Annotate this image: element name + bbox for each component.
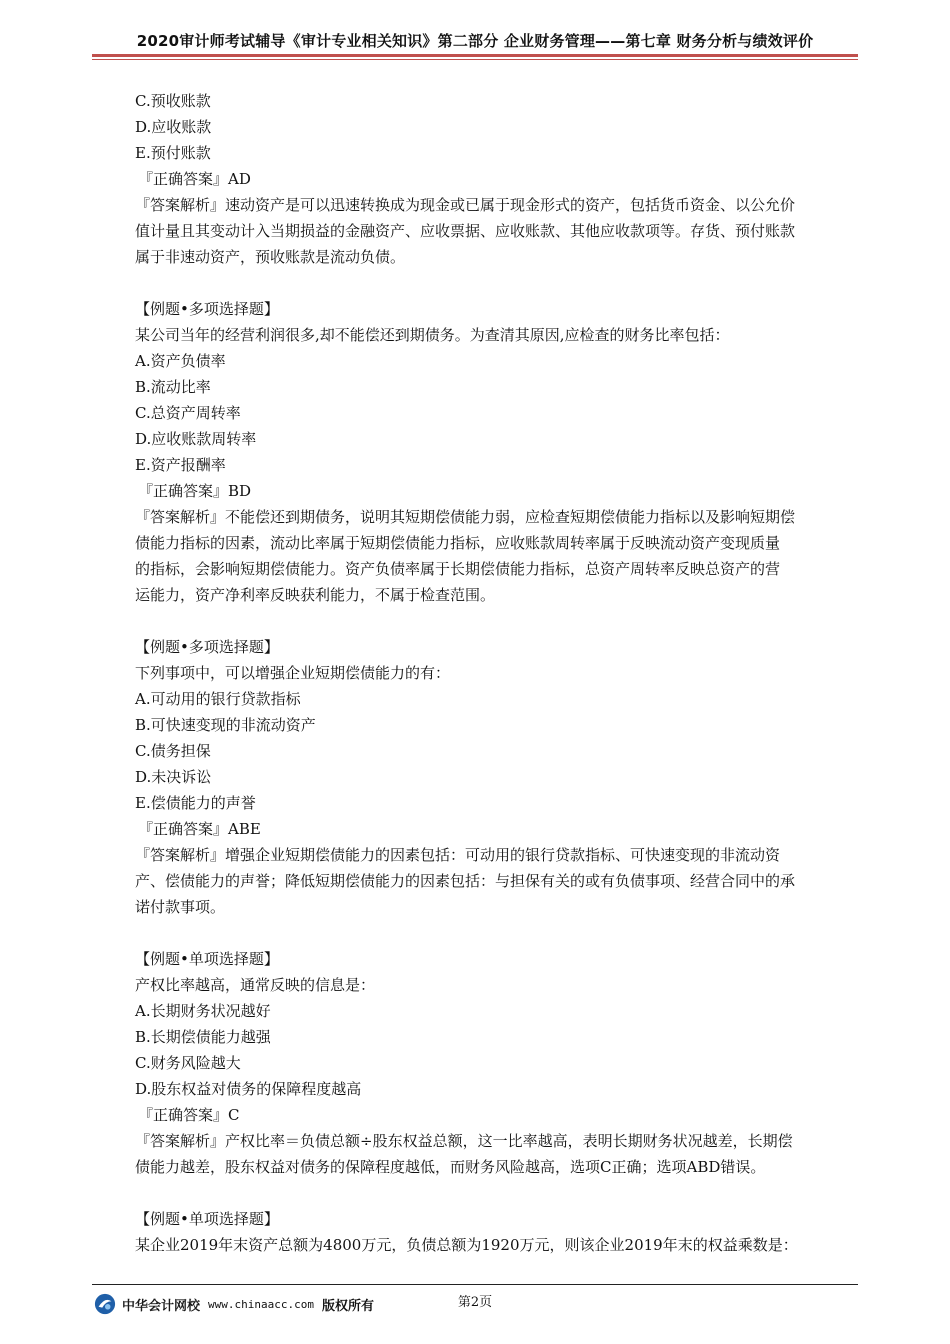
option-line: A.资产负债率: [135, 352, 226, 370]
analysis-line: 债能力越差，股东权益对债务的保障程度越低，而财务风险越高，选项C正确；选项ABD错误。: [135, 1158, 766, 1176]
option-line: D.未决诉讼: [135, 768, 212, 786]
option-line: C.债务担保: [135, 742, 211, 760]
question-heading: 【例题•多项选择题】: [135, 300, 279, 318]
option-line: E.资产报酬率: [135, 456, 226, 474]
analysis-line: 运能力，资产净利率反映获利能力，不属于检查范围。: [135, 586, 496, 604]
option-line: E.偿债能力的声誉: [135, 794, 256, 812]
question-heading: 【例题•多项选择题】: [135, 638, 279, 656]
page-header-title: 2020审计师考试辅导《审计专业相关知识》第二部分 企业财务管理——第七章 财务分析与绩效评价: [136, 32, 814, 50]
option-line: A.长期财务状况越好: [135, 1002, 271, 1020]
footer-brand-name: 中华会计网校: [122, 1298, 201, 1314]
analysis-line: 『答案解析』产权比率＝负债总额÷股东权益总额，这一比率越高，表明长期财务状况越差，长期偿: [135, 1132, 793, 1150]
analysis-line: 『答案解析』速动资产是可以迅速转换成为现金或已属于现金形式的资产，包括货币资金、以公允价: [135, 196, 796, 214]
question-stem: 产权比率越高，通常反映的信息是：: [135, 976, 376, 994]
header-rule-thin: [92, 59, 858, 60]
analysis-line: 『答案解析』不能偿还到期债务，说明其短期偿债能力弱，应检查短期偿债能力指标以及影响短期偿: [135, 508, 796, 526]
option-line: A.可动用的银行贷款指标: [135, 690, 301, 708]
option-line: B.流动比率: [135, 378, 211, 396]
analysis-line: 产、偿债能力的声誉；降低短期偿债能力的因素包括：与担保有关的或有负债事项、经营合同中的承: [135, 872, 796, 890]
page-number: 第2页: [457, 1295, 493, 1310]
question-stem: 下列事项中，可以增强企业短期偿债能力的有：: [135, 664, 451, 682]
header-rule-thick: [92, 54, 858, 57]
analysis-line: 诺付款事项。: [135, 898, 226, 916]
option-line: D.应收账款周转率: [135, 430, 257, 448]
analysis-line: 『答案解析』增强企业短期偿债能力的因素包括：可动用的银行贷款指标、可快速变现的非流动资: [135, 846, 781, 864]
option-line: D.股东权益对债务的保障程度越高: [135, 1080, 362, 1098]
option-line: E.预付账款: [135, 144, 211, 162]
question-heading: 【例题•单项选择题】: [135, 950, 279, 968]
option-line: B.长期偿债能力越强: [135, 1028, 271, 1046]
footer-url[interactable]: www.chinaacc.com: [208, 1297, 314, 1311]
footer-rule: [92, 1284, 858, 1285]
option-line: C.财务风险越大: [135, 1054, 241, 1072]
analysis-line: 属于非速动资产，预收账款是流动负债。: [135, 248, 406, 266]
option-line: D.应收账款: [135, 118, 212, 136]
correct-answer: 『正确答案』ABE: [138, 820, 261, 838]
question-stem: 某企业2019年末资产总额为4800万元，负债总额为1920万元，则该企业2019年末的权益乘数是：: [135, 1236, 798, 1254]
correct-answer: 『正确答案』BD: [138, 482, 252, 500]
correct-answer: 『正确答案』AD: [138, 170, 251, 188]
option-line: C.预收账款: [135, 92, 211, 110]
question-stem: 某公司当年的经营利润很多,却不能偿还到期债务。为查清其原因,应检查的财务比率包括：: [135, 326, 730, 344]
document-body: [135, 88, 855, 1258]
analysis-line: 债能力指标的因素，流动比率属于短期偿债能力指标，应收账款周转率属于反映流动资产变现质量: [135, 534, 781, 552]
option-line: C.总资产周转率: [135, 404, 241, 422]
analysis-line: 值计量且其变动计入当期损益的金融资产、应收票据、应收账款、其他应收款项等。存货、预付账款: [135, 222, 796, 240]
footer-rights: 版权所有: [321, 1298, 374, 1314]
footer-brand: [94, 1293, 374, 1315]
correct-answer: 『正确答案』C: [138, 1106, 240, 1124]
chinaacc-logo-icon: [94, 1293, 116, 1315]
analysis-line: 的指标，会影响短期偿债能力。资产负债率属于长期偿债能力指标，总资产周转率反映总资产的营: [135, 560, 781, 578]
option-line: B.可快速变现的非流动资产: [135, 716, 316, 734]
question-heading: 【例题•单项选择题】: [135, 1210, 279, 1228]
